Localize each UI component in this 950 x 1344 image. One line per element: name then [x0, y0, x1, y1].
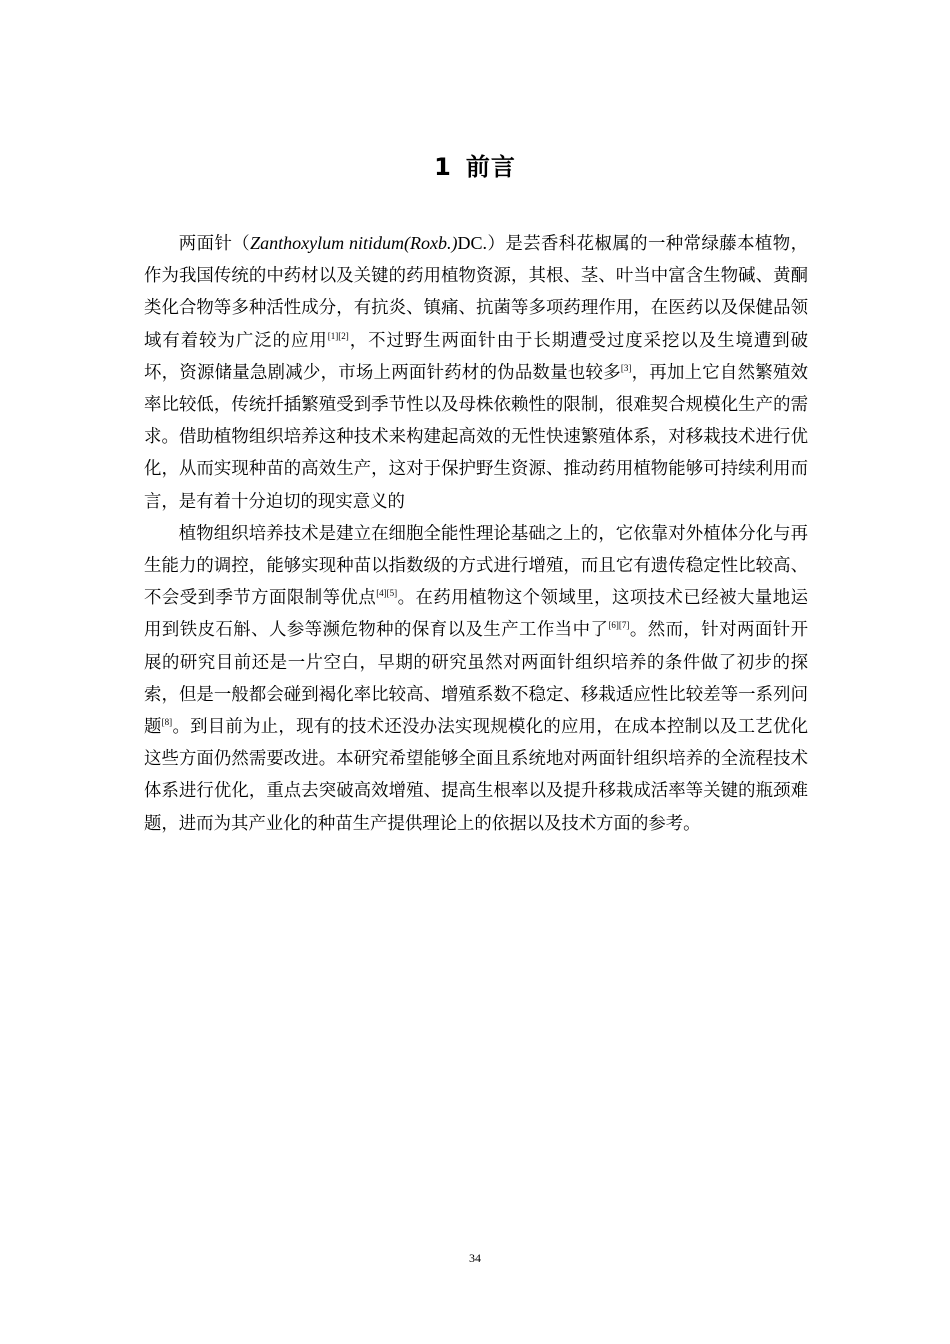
- section-title: 前言: [465, 153, 516, 181]
- citation-ref: [6][7]: [608, 620, 630, 631]
- paragraph-1: [144, 227, 808, 518]
- paragraph-1-text-1: 两面针（: [178, 234, 251, 254]
- citation-ref: [3]: [620, 362, 632, 373]
- paragraph-1-text-4: ，再加上它自然繁殖效率比较低，传统扦插繁殖受到季节性以及母株依赖性的限制，很难契合规模化生产的需求。借助植物组织培养这种技术来构建起高效的无性快速繁殖体系，对移栽技术进行优化，从而实现种苗的高效生产，这对于保护野生资源、推动药用植物能够可持续利用而言，是有着十分迫切的现实意义的: [144, 362, 808, 512]
- citation-ref: [1][2]: [327, 330, 349, 341]
- species-author: DC.: [457, 233, 488, 253]
- paragraph-2-text-4: 。到目前为止，现有的技术还没办法实现规模化的应用，在成本控制以及工艺优化这些方面仍然需要改进。本研究希望能够全面且系统地对两面针组织培养的全流程技术体系进行优化，重点去突破高效增殖、提高生根率以及提升移栽成活率等关键的瓶颈难题，进而为其产业化的种苗生产提供理论上的依据以及技术方面的参考。: [144, 717, 808, 834]
- paragraph-2-text-2: 。在药用植物这个领域里，这项技术已经被大量地运用到铁皮石斛、人参等濒危物种的保育以及生产工作当中了: [144, 588, 808, 641]
- paragraph-2: [144, 518, 808, 840]
- section-number: 1: [434, 153, 452, 181]
- section-heading: [0, 150, 950, 184]
- paragraph-1-text-2: ）是芸香科花椒属的一种常绿藤本植物，作为我国传统的中药材以及关键的药用植物资源，其根、茎、叶当中富含生物碱、黄酮类化合物等多种活性成分，有抗炎、镇痛、抗菌等多项药理作用，在医药以及保健品领域有着较为广泛的应用: [144, 234, 808, 351]
- body-text: [144, 227, 808, 840]
- citation-ref: [8]: [161, 717, 173, 728]
- paragraph-2-text-3: 。然而，针对两面针开展的研究目前还是一片空白，早期的研究虽然对两面针组织培养的条件做了初步的探索，但是一般都会碰到褐化率比较高、增殖系数不稳定、移栽适应性比较差等一系列问题: [144, 620, 808, 738]
- paragraph-1-text-3: ，不过野生两面针由于长期遭受过度采挖以及生境遭到破坏，资源储量急剧减少，市场上两面针药材的伪品数量也较多: [144, 330, 808, 383]
- citation-ref: [4][5]: [376, 588, 398, 599]
- paragraph-2-text-1: 植物组织培养技术是建立在细胞全能性理论基础之上的，它依靠对外植体分化与再生能力的调控，能够实现种苗以指数级的方式进行增殖，而且它有遗传稳定性比较高、不会受到季节方面限制等优点: [144, 523, 808, 609]
- page-number: 34: [469, 1251, 481, 1265]
- species-name: Zanthoxylum nitidum(Roxb.): [250, 233, 458, 253]
